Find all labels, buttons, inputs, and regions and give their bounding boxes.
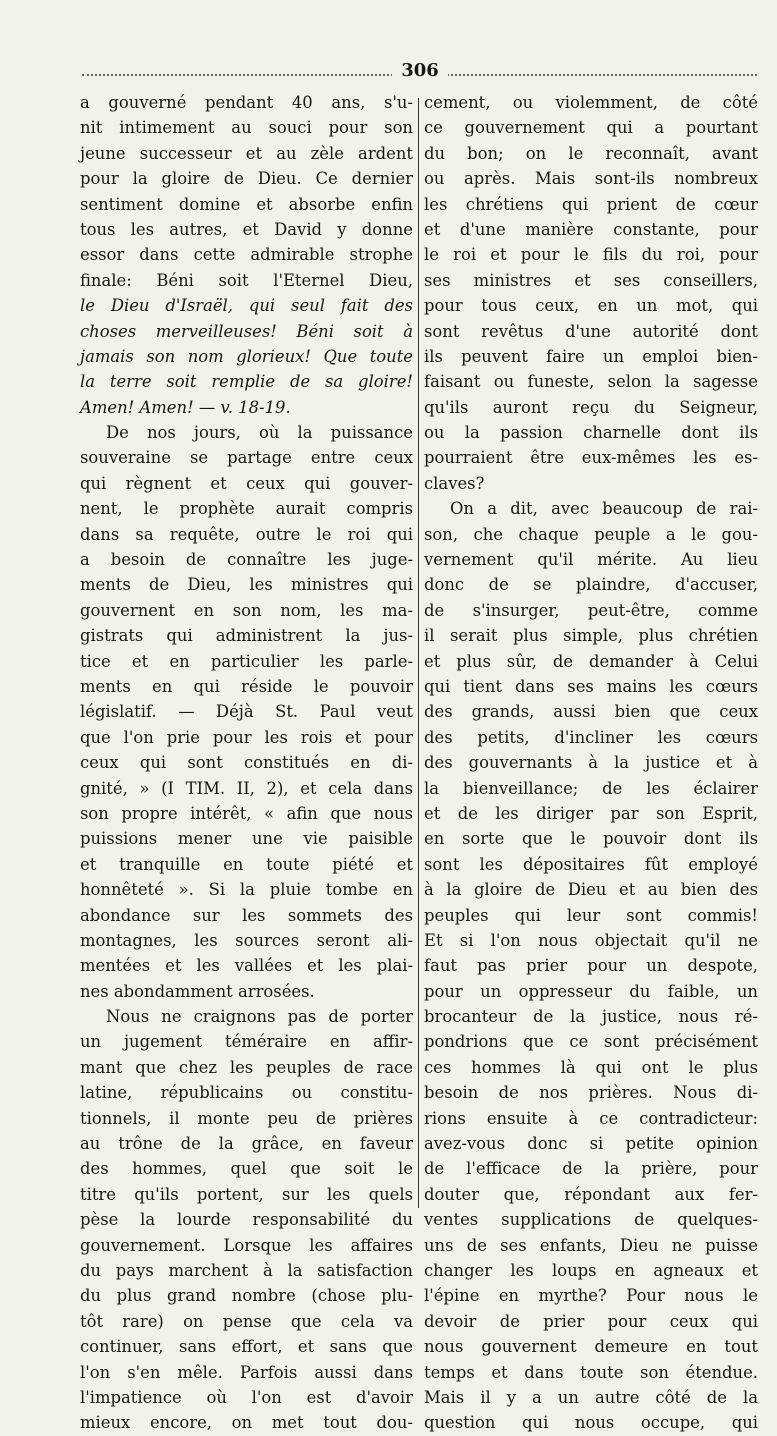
text-line: gistrats qui administrent la jus- bbox=[80, 626, 413, 646]
text-line: essor dans cette admirable strophe bbox=[80, 245, 413, 265]
text-line: des grands, aussi bien que ceux bbox=[424, 702, 758, 722]
text-line: de s'insurger, peut-être, comme bbox=[424, 600, 758, 620]
column-divider bbox=[418, 98, 419, 1208]
text-line: choses merveilleuses! Béni soit à bbox=[80, 321, 413, 341]
text-line: mieux encore, on met tout dou- bbox=[80, 1413, 413, 1433]
text-line: sont les dépositaires fût employé bbox=[424, 854, 758, 874]
page-header bbox=[82, 60, 757, 82]
text-line: ils peuvent faire un emploi bien- bbox=[424, 346, 758, 366]
text-line: besoin de nos prières. Nous di- bbox=[424, 1083, 758, 1103]
text-line: au trône de la grâce, en faveur bbox=[80, 1134, 413, 1154]
page-number: 306 bbox=[392, 60, 448, 82]
text-line: le Dieu d'Israël, qui seul fait des bbox=[80, 296, 413, 316]
text-line: cement, ou violemment, de côté bbox=[424, 93, 758, 112]
text-line: tôt rare) on pense que cela va bbox=[80, 1311, 413, 1331]
text-line: On a dit, avec beaucoup de rai- bbox=[450, 499, 758, 519]
text-line: ou après. Mais sont-ils nombreux bbox=[424, 169, 758, 189]
text-line: changer les loups en agneaux et bbox=[424, 1260, 758, 1280]
text-line: donc de se plaindre, d'accuser, bbox=[424, 575, 758, 595]
text-line: rions ensuite à ce contradicteur: bbox=[424, 1108, 758, 1128]
text-line: abondance sur les sommets des bbox=[80, 905, 413, 925]
text-line: montagnes, les sources seront ali- bbox=[80, 930, 413, 950]
text-line: temps et dans toute son étendue. bbox=[424, 1362, 758, 1382]
text-line: gnité, » (I TIM. II, 2), et cela dans bbox=[80, 778, 413, 798]
text-line: et tranquille en toute piété et bbox=[80, 854, 413, 874]
text-line: en sorte que le pouvoir dont ils bbox=[424, 829, 758, 849]
text-line: gouvernement. Lorsque les affaires bbox=[80, 1235, 413, 1255]
text-line: peuples qui leur sont commis! bbox=[424, 905, 758, 925]
text-line: et de les diriger par son Esprit, bbox=[424, 803, 758, 823]
text-line: l'on s'en mêle. Parfois aussi dans bbox=[80, 1362, 413, 1382]
text-line: que l'on prie pour les rois et pour bbox=[80, 727, 413, 747]
text-line: tionnels, il monte peu de prières bbox=[80, 1108, 413, 1128]
text-line: la terre soit remplie de sa gloire! bbox=[80, 372, 413, 392]
text-line: puissions mener une vie paisible bbox=[80, 829, 413, 849]
text-line: tous les autres, et David y donne bbox=[80, 219, 413, 239]
text-line: douter que, répondant aux fer- bbox=[424, 1184, 758, 1204]
text-line: finale: Béni soit l'Eternel Dieu, bbox=[80, 270, 413, 290]
text-line: du plus grand nombre (chose plu- bbox=[80, 1286, 413, 1306]
text-line: ses ministres et ses conseillers, bbox=[424, 270, 758, 290]
text-line: l'épine en myrthe? Pour nous le bbox=[424, 1286, 758, 1306]
text-line: jeune successeur et au zèle ardent bbox=[80, 143, 413, 163]
text-line: à la gloire de Dieu et au bien des bbox=[424, 880, 758, 900]
text-line: pour un oppresseur du faible, un bbox=[424, 981, 758, 1001]
text-line: législatif. — Déjà St. Paul veut bbox=[80, 702, 413, 722]
text-line: question qui nous occupe, qui bbox=[424, 1413, 758, 1433]
text-line: des petits, d'incliner les cœurs bbox=[424, 727, 758, 747]
text-line: titre qu'ils portent, sur les quels bbox=[80, 1184, 413, 1204]
text-line: jamais son nom glorieux! Que toute bbox=[80, 346, 413, 366]
text-line: et d'une manière constante, pour bbox=[424, 219, 758, 239]
text-line: un jugement téméraire en affir- bbox=[80, 1032, 413, 1052]
text-line: honnêteté ». Si la pluie tombe en bbox=[80, 880, 413, 900]
text-line: pondrions que ce sont précisément bbox=[424, 1032, 758, 1052]
text-line: mant que chez les peuples de race bbox=[80, 1057, 413, 1077]
text-line: continuer, sans effort, et sans que bbox=[80, 1337, 413, 1357]
text-line: nous gouvernent demeure en tout bbox=[424, 1337, 758, 1357]
text-line: Mais il y a un autre côté de la bbox=[424, 1387, 758, 1407]
text-line: faisant ou funeste, selon la sagesse bbox=[424, 372, 758, 392]
text-line: uns de ses enfants, Dieu ne puisse bbox=[424, 1235, 758, 1255]
text-line: a gouverné pendant 40 ans, s'u- bbox=[80, 93, 413, 112]
text-line: qui tient dans ses mains les cœurs bbox=[424, 676, 758, 696]
right-column bbox=[424, 90, 758, 1433]
text-line: et plus sûr, de demander à Celui bbox=[424, 651, 758, 671]
text-line: ces hommes là qui ont le plus bbox=[424, 1057, 758, 1077]
text-line: sentiment domine et absorbe enfin bbox=[80, 194, 413, 214]
text-line: claves? bbox=[424, 473, 485, 493]
text-line: ments de Dieu, les ministres qui bbox=[80, 575, 413, 595]
text-line: nes abondamment arrosées. bbox=[80, 981, 315, 1001]
text-line: a besoin de connaître les juge- bbox=[80, 550, 413, 570]
text-line: souveraine se partage entre ceux bbox=[80, 448, 413, 468]
text-line: faut pas prier pour un despote, bbox=[424, 956, 758, 976]
text-line: nent, le prophète aurait compris bbox=[80, 499, 413, 519]
text-line: nit intimement au souci pour son bbox=[80, 118, 413, 138]
text-line: des gouvernants à la justice et à bbox=[424, 753, 758, 773]
text-line: pèse la lourde responsabilité du bbox=[80, 1210, 413, 1230]
text-line: du pays marchent à la satisfaction bbox=[80, 1260, 413, 1280]
text-line: les chrétiens qui prient de cœur bbox=[424, 194, 758, 214]
text-line: ou la passion charnelle dont ils bbox=[424, 423, 758, 443]
text-line: Et si l'on nous objectait qu'il ne bbox=[424, 930, 758, 950]
text-line: gouvernent en son nom, les ma- bbox=[80, 600, 413, 620]
text-line: Nous ne craignons pas de porter bbox=[106, 1007, 413, 1027]
text-line: ce gouvernement qui a pourtant bbox=[424, 118, 758, 138]
text-line: qu'ils auront reçu du Seigneur, bbox=[424, 397, 758, 417]
text-line: avez-vous donc si petite opinion bbox=[424, 1134, 758, 1154]
text-line: le roi et pour le fils du roi, pour bbox=[424, 245, 758, 265]
left-column bbox=[80, 90, 413, 1433]
text-line: latine, républicains ou constitu- bbox=[80, 1083, 413, 1103]
text-line: son propre intérêt, « afin que nous bbox=[80, 803, 413, 823]
text-line: des hommes, quel que soit le bbox=[80, 1159, 413, 1179]
text-line: De nos jours, où la puissance bbox=[106, 423, 413, 443]
text-line: pourraient être eux-mêmes les es- bbox=[424, 448, 758, 468]
text-line: ceux qui sont constitués en di- bbox=[80, 753, 413, 773]
text-line: vernement qu'il mérite. Au lieu bbox=[424, 550, 758, 570]
text-line: tice et en particulier les parle- bbox=[80, 651, 413, 671]
text-line: ments en qui réside le pouvoir bbox=[80, 676, 413, 696]
text-line: pour la gloire de Dieu. Ce dernier bbox=[80, 169, 413, 189]
text-line: dans sa requête, outre le roi qui bbox=[80, 524, 413, 544]
text-line: son, che chaque peuple a le gou- bbox=[424, 524, 758, 544]
text-line: qui règnent et ceux qui gouver- bbox=[80, 473, 413, 493]
text-line: du bon; on le reconnaît, avant bbox=[424, 143, 758, 163]
text-line: ventes supplications de quelques- bbox=[424, 1210, 758, 1230]
text-line: brocanteur de la justice, nous ré- bbox=[424, 1007, 758, 1027]
text-line: de l'efficace de la prière, pour bbox=[424, 1159, 758, 1179]
text-line: il serait plus simple, plus chrétien bbox=[424, 626, 758, 646]
text-line: l'impatience où l'on est d'avoir bbox=[80, 1387, 413, 1407]
text-line: devoir de prier pour ceux qui bbox=[424, 1311, 758, 1331]
text-line: mentées et les vallées et les plai- bbox=[80, 956, 413, 976]
text-line: sont revêtus d'une autorité dont bbox=[424, 321, 758, 341]
text-line: la bienveillance; de les éclairer bbox=[424, 778, 758, 798]
text-line: Amen! Amen! — v. 18-19. bbox=[80, 397, 291, 417]
text-line: pour tous ceux, en un mot, qui bbox=[424, 296, 758, 316]
